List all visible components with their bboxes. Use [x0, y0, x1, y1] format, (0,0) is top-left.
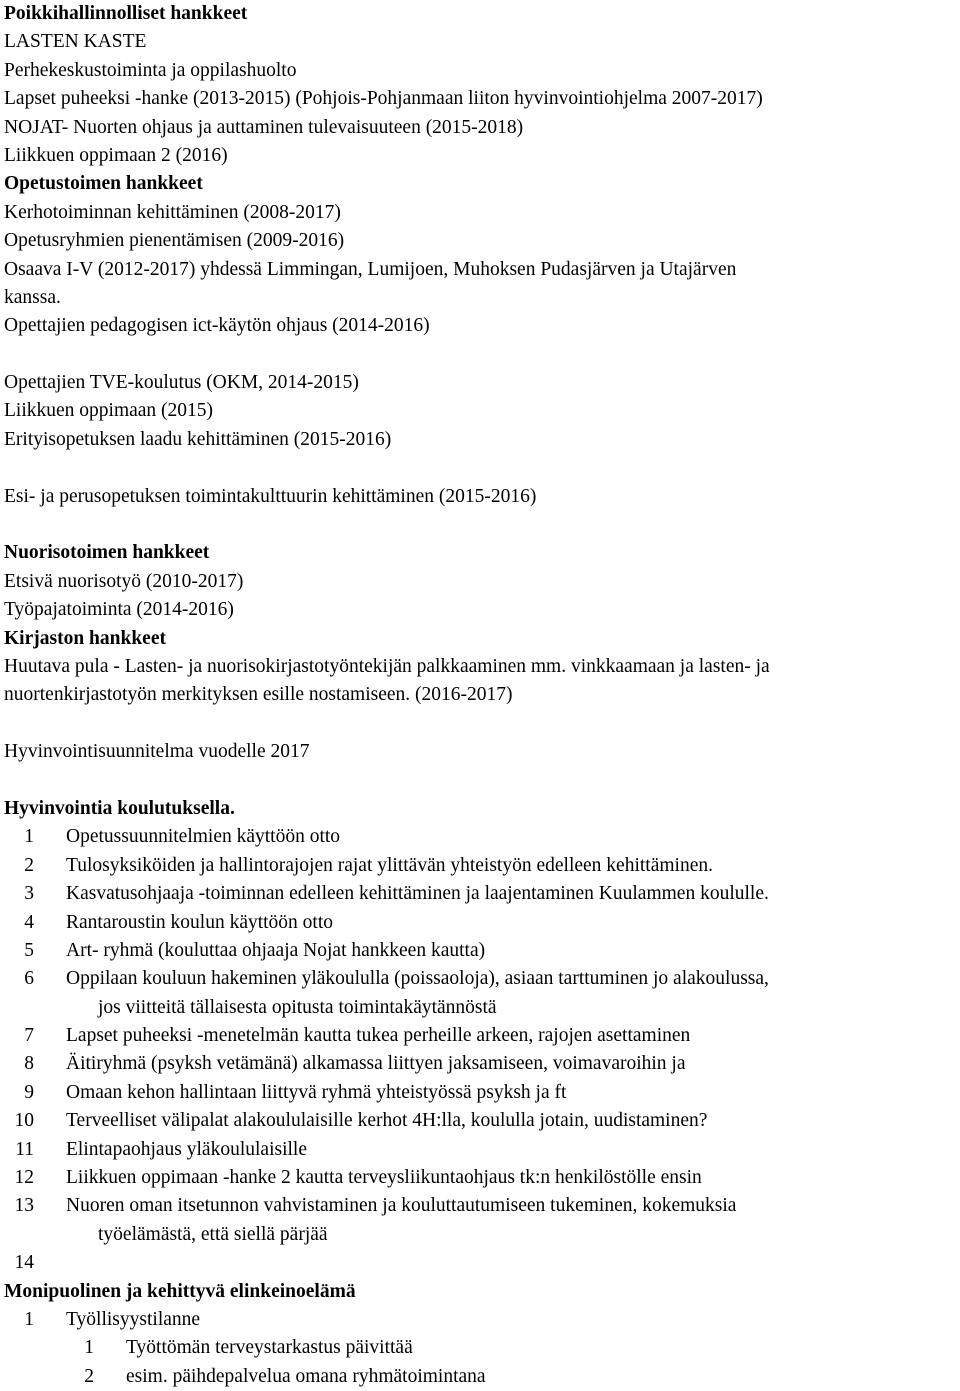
list-item: [4, 1107, 956, 1135]
spacer: [4, 710, 956, 738]
list-text-continuation: työelämästä, että siellä pärjää: [98, 1223, 328, 1245]
list-item: [4, 1050, 956, 1078]
list-number: 2: [84, 1365, 94, 1387]
sub-list-item: [4, 1334, 956, 1362]
spacer: [4, 511, 956, 539]
spacer: [4, 767, 956, 795]
list-number: 1: [24, 1308, 34, 1330]
list-number: 3: [24, 883, 34, 905]
list-item: [4, 823, 956, 851]
list-item: [4, 965, 956, 993]
list-item: [4, 1136, 956, 1164]
list-number: 11: [15, 1138, 34, 1160]
list-text: Elintapaohjaus yläkoululaisille: [66, 1138, 307, 1160]
text-line: Etsivä nuorisotyö (2010-2017): [4, 570, 244, 592]
list-text: Kasvatusohjaaja -toiminnan edelleen kehittäminen ja laajentaminen Kuulammen koululle.: [66, 883, 769, 905]
list-number: 10: [14, 1110, 34, 1132]
list-item: [4, 937, 956, 965]
text-line: Liikkuen oppimaan (2015): [4, 400, 214, 422]
list-item: [4, 909, 956, 937]
list-item: [4, 1164, 956, 1192]
list-text: Liikkuen oppimaan -hanke 2 kautta terveysliikuntaohjaus tk:n henkilöstölle ensin: [66, 1167, 702, 1189]
list-text: Opetussuunnitelmien käyttöön otto: [66, 826, 341, 848]
text-line: LASTEN KASTE: [4, 31, 147, 53]
list-number: 14: [14, 1252, 34, 1274]
list-number: 1: [24, 826, 34, 848]
list-text-continuation: jos viitteitä tällaisesta opitusta toimintakäytännöstä: [98, 996, 497, 1018]
text-line: NOJAT- Nuorten ohjaus ja auttaminen tulevaisuuteen (2015-2018): [4, 116, 524, 138]
list-number: 8: [24, 1053, 34, 1075]
text-line: Osaava I-V (2012-2017) yhdessä Limmingan, Lumijoen, Muhoksen Pudasjärven ja Utajärven: [4, 258, 737, 280]
section-heading-education: Opetustoimen hankkeet: [4, 173, 203, 195]
list-text: Art- ryhmä (kouluttaa ohjaaja Nojat hankkeen kautta): [66, 939, 486, 961]
list-text: Tulosyksiköiden ja hallintorajojen rajat ylittävän yhteistyön edelleen kehittäminen.: [66, 854, 713, 876]
text-line: Kerhotoiminnan kehittäminen (2008-2017): [4, 201, 341, 223]
text-line: Opettajien TVE-koulutus (OKM, 2014-2015): [4, 372, 359, 394]
section-heading-youth: Nuorisotoimen hankkeet: [4, 542, 210, 564]
text-line: Opettajien pedagogisen ict-käytön ohjaus (2014-2016): [4, 315, 430, 337]
list-item: [4, 1079, 956, 1107]
list-number: 13: [14, 1195, 34, 1217]
section-heading-business: Monipuolinen ja kehittyvä elinkeinoelämä: [4, 1280, 356, 1302]
text-line: nuortenkirjastotyön merkityksen esille nostamiseen. (2016-2017): [4, 684, 513, 706]
list-text: Äitiryhmä (psyksh vetämänä) alkamassa liittyen jaksamiseen, voimavaroihin ja: [66, 1053, 686, 1075]
list-text: Työllisyystilanne: [66, 1308, 201, 1330]
section-heading-cross-admin: Poikkihallinnolliset hankkeet: [4, 3, 248, 24]
text-line: Lapset puheeksi -hanke (2013-2015) (Pohjois-Pohjanmaan liiton hyvinvointiohjelma 2007-2017): [4, 88, 763, 110]
text-line: Opetusryhmien pienentämisen (2009-2016): [4, 230, 345, 252]
list-number: 5: [24, 939, 34, 961]
list-text: esim. päihdepalvelua omana ryhmätoimintana: [126, 1365, 486, 1387]
text-line: kanssa.: [4, 286, 61, 308]
list-number: 2: [24, 854, 34, 876]
text-line: Perhekeskustoiminta ja oppilashuolto: [4, 59, 297, 81]
plan-title: Hyvinvointisuunnitelma vuodelle 2017: [4, 741, 310, 763]
list-text: Terveelliset välipalat alakoululaisille kerhot 4H:lla, koululla jotain, uudistaminen?: [66, 1110, 708, 1132]
list-number: 6: [24, 968, 34, 990]
text-line: Työpajatoiminta (2014-2016): [4, 599, 234, 621]
spacer: [4, 454, 956, 482]
text-line: Esi- ja perusopetuksen toimintakulttuurin kehittäminen (2015-2016): [4, 485, 537, 507]
spacer: [4, 341, 956, 369]
list-number: 1: [84, 1337, 94, 1359]
sub-list-item: [4, 1363, 956, 1391]
list-text: [66, 1249, 956, 1277]
list-item: [4, 1306, 956, 1334]
list-text: Työttömän terveystarkastus päivittää: [126, 1337, 413, 1359]
section-heading-wellbeing-education: Hyvinvointia koulutuksella.: [4, 797, 235, 819]
list-number: 9: [24, 1081, 34, 1103]
list-item: [4, 852, 956, 880]
list-number: 12: [14, 1167, 34, 1189]
document-page: [4, 0, 956, 1391]
list-text: Lapset puheeksi -menetelmän kautta tukea perheille arkeen, rajojen asettaminen: [66, 1025, 691, 1047]
list-text: Nuoren oman itsetunnon vahvistaminen ja kouluttautumiseen tukeminen, kokemuksia: [66, 1195, 737, 1217]
list-text: Rantaroustin koulun käyttöön otto: [66, 911, 334, 933]
list-item: [4, 1192, 956, 1220]
list-text: Omaan kehon hallintaan liittyvä ryhmä yhteistyössä psyksh ja ft: [66, 1081, 567, 1103]
section-heading-library: Kirjaston hankkeet: [4, 627, 166, 649]
list-text: Oppilaan kouluun hakeminen yläkoululla (poissaoloja), asiaan tarttuminen jo alakoulussa,: [66, 968, 769, 990]
list-number: 4: [24, 911, 34, 933]
list-item: [4, 880, 956, 908]
text-line: Huutava pula - Lasten- ja nuorisokirjastotyöntekijän palkkaaminen mm. vinkkaamaan ja lasten- ja: [4, 655, 770, 677]
text-line: Erityisopetuksen laadu kehittäminen (2015-2016): [4, 428, 392, 450]
text-line: Liikkuen oppimaan 2 (2016): [4, 144, 228, 166]
list-item: [4, 1022, 956, 1050]
list-item: [4, 1249, 956, 1277]
list-number: 7: [24, 1025, 34, 1047]
